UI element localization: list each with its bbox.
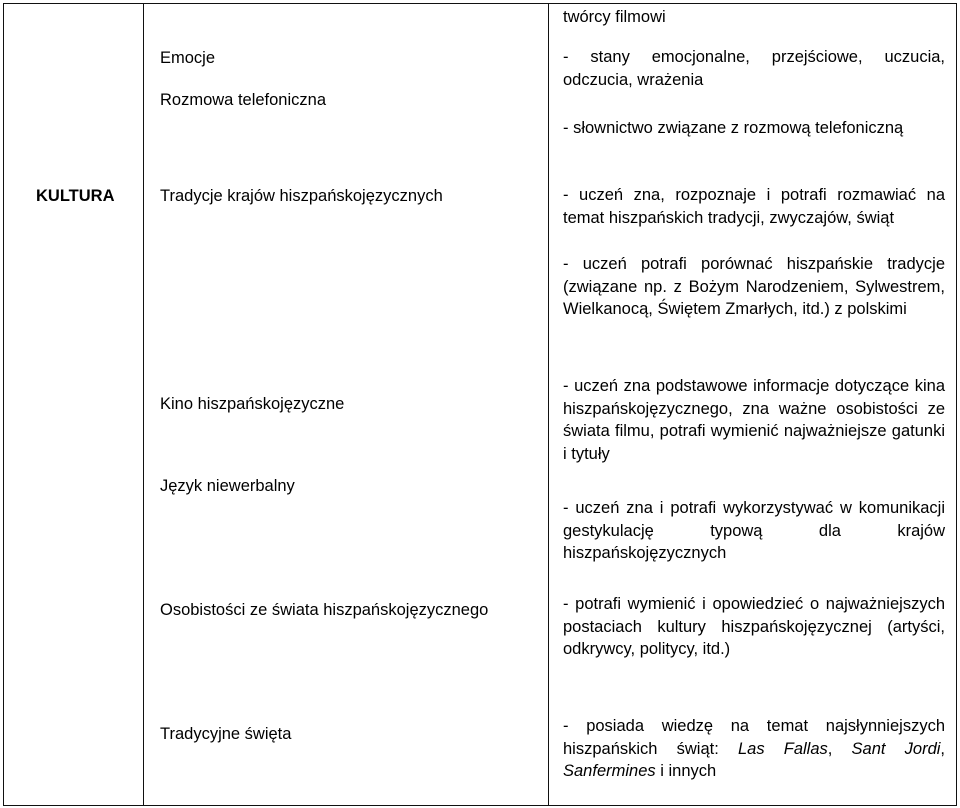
outcome-cinema: - uczeń zna podstawowe informacje dotyczące kina hiszpańskojęzycznego, zna ważne osobistości ze świata filmu, potrafi wymienić najważniejsze gatunki i tytuły: [563, 377, 945, 463]
outcome-traditions-compare: - uczeń potrafi porównać hiszpańskie tradycje (związane np. z Bożym Narodzeniem, Sylwestrem, Wielkanocą, Świętem Zmarłych, itd.) z polskimi: [563, 255, 945, 318]
topic-cinema: Kino hiszpańskojęzyczne: [160, 395, 345, 413]
column-divider-2: [548, 3, 549, 806]
outcome-traditions-discuss: - uczeń zna, rozpoznaje i potrafi rozmawiać na temat hiszpańskich tradycji, zwyczajów, świąt: [563, 186, 945, 227]
topic-holidays: Tradycyjne święta: [160, 725, 292, 743]
separator: ,: [940, 739, 946, 758]
outcome-holidays-suffix: i innych: [655, 762, 717, 780]
section-label: KULTURA: [36, 187, 115, 205]
topic-body-language: Język niewerbalny: [160, 477, 295, 495]
outcome-holidays: [563, 715, 945, 783]
topic-traditions: Tradycje krajów hiszpańskojęzycznych: [160, 187, 443, 205]
holiday-sant-jordi: Sant Jordi: [851, 739, 941, 758]
outcome-famous-people: - potrafi wymienić i opowiedzieć o najważniejszych postaciach kultury hiszpańskojęzycznej (artyści, odkrywcy, politycy, itd.): [563, 595, 945, 658]
outcome-gestures: - uczeń zna i potrafi wykorzystywać w komunikacji gestykulację typową dla krajów hiszpańskojęzycznych: [563, 499, 945, 562]
holiday-sanfermines: Sanfermines: [563, 762, 656, 780]
outcome-filmmakers: twórcy filmowi: [563, 8, 666, 26]
outcome-phone-vocabulary: - słownictwo związane z rozmową telefoniczną: [563, 119, 904, 137]
column-divider-1: [143, 3, 144, 806]
topic-famous-people: Osobistości ze świata hiszpańskojęzycznego: [160, 601, 489, 619]
outcome-emotions: - stany emocjonalne, przejściowe, uczucia, odczucia, wrażenia: [563, 48, 945, 89]
outcome-holidays-prefix: - posiada wiedzę na temat najsłynniejszych hiszpańskich świąt:: [563, 717, 945, 758]
topic-phone-call: Rozmowa telefoniczna: [160, 91, 326, 109]
holiday-las-fallas: Las Fallas: [737, 739, 828, 758]
topic-emotions: Emocje: [160, 49, 216, 67]
separator: ,: [827, 739, 852, 758]
